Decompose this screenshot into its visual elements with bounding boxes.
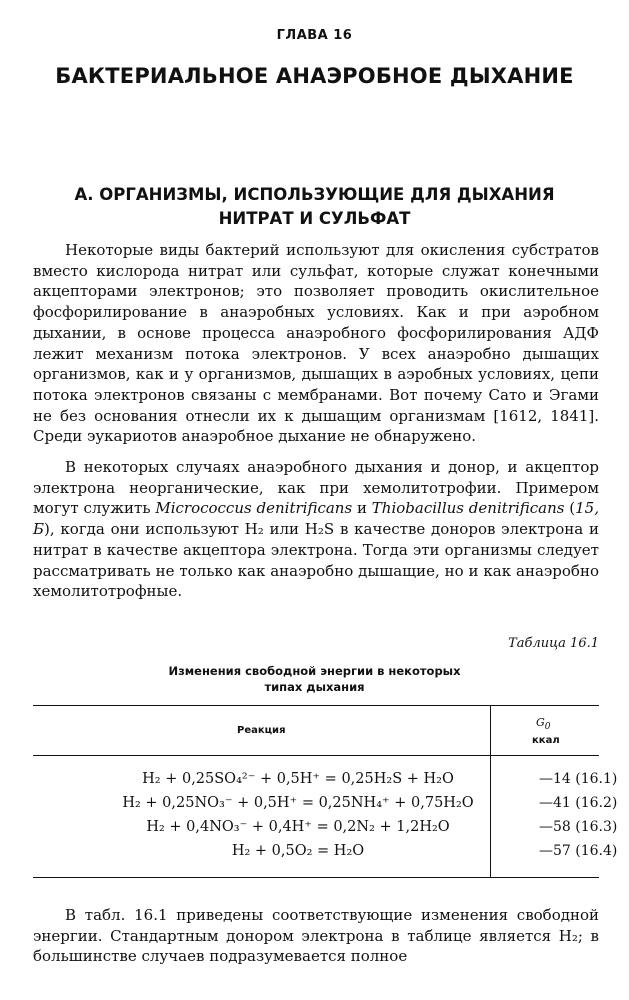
section-title-line1: А. ОРГАНИЗМЫ, ИСПОЛЬЗУЮЩИЕ ДЛЯ ДЫХАНИЯ [74, 185, 555, 204]
section-title [40, 183, 589, 231]
reaction-equation: H₂ + 0,25SO₄²⁻ + 0,5H⁺ = 0,25H₂S + H₂O [142, 771, 454, 787]
reaction-equation: H₂ + 0,5O₂ = H₂O [231, 843, 365, 859]
paragraph-2-part3: ( [564, 499, 576, 518]
table-bottom-rule [33, 877, 599, 878]
paragraph-2-part2: и [352, 499, 372, 518]
reference-15b: 15, Б [33, 499, 599, 539]
table-row [33, 768, 618, 790]
table-header-rule [33, 755, 599, 756]
paragraph-1 [33, 240, 599, 447]
chapter-label: ГЛАВА 16 [276, 28, 353, 43]
energy-value: —58 (16.3) [539, 819, 618, 835]
paragraph-2-part1: В некоторых случаях анаэробного дыхания и донор, и акцептор электрона неорганические, как при хемолитотрофии. Примером могут служить [33, 458, 599, 518]
energy-symbol: G [536, 716, 545, 729]
paragraph-1-text: Некоторые виды бактерий используют для окисления субстратов вместо кислорода нитрат или сульфат, которые служат конечными акцепторами электронов; это позволяет проводить окислительное фосфорилирование в анаэробных условиях. Как и при аэробном дыхании, в основе процесса анаэробного фосфорилирования АДФ лежит механизм потока электронов. У всех анаэробно дышащих организмов, как и у организмов, дышащих в аэробных условиях, цепи потока электронов связаны с мембранами. Вот почему Сато и Эгами не без основания отнесли их к дышащим организмам [1612, 1841]. Среди эукариотов анаэробное дыхание не обнаружено. [33, 241, 599, 446]
table-title [0, 663, 629, 695]
chapter-title: БАКТЕРИАЛЬНОЕ АНАЭРОБНОЕ ДЫХАНИЕ [55, 64, 574, 88]
paragraph-2-text [33, 457, 599, 602]
energy-value: —57 (16.4) [539, 843, 618, 859]
organism-name-1: Micrococcus denitrificans [155, 499, 353, 518]
reaction-equation: H₂ + 0,25NO₃⁻ + 0,5H⁺ = 0,25NH₄⁺ + 0,75H₂O [122, 795, 474, 811]
column-header-energy-unit: ккал [532, 735, 560, 746]
organism-name-2: Thiobacillus denitrificans [371, 499, 565, 518]
column-header-reaction: Реакция [237, 725, 286, 736]
table-row [33, 816, 618, 838]
energy-subscript: 0 [544, 722, 551, 732]
table-top-rule [33, 705, 599, 706]
paragraph-2 [33, 457, 599, 602]
table-row [33, 792, 618, 814]
table-caption: Таблица 16.1 [508, 636, 599, 651]
table-title-line1: Изменения свободной энергии в некоторых [168, 664, 461, 678]
reaction-equation: H₂ + 0,4NO₃⁻ + 0,4H⁺ = 0,2N₂ + 1,2H₂O [146, 819, 450, 835]
section-title-line2: НИТРАТ И СУЛЬФАТ [218, 209, 411, 228]
paragraph-3-text: В табл. 16.1 приведены соответствующие изменения свободной энергии. Стандартным донором электрона в таблице является H₂; в большинстве случаев подразумевается полное [33, 906, 599, 966]
energy-value: —41 (16.2) [539, 795, 618, 811]
energy-value: —14 (16.1) [539, 771, 618, 787]
paragraph-2-part4: ), когда они используют H₂ или H₂S в качестве доноров электрона и нитрат в качестве акцептора электрона. Тогда эти организмы следует рассматривать не только как анаэробно дышащие, но и как анаэробно хемолитотрофные. [33, 520, 599, 601]
column-header-energy-symbol [536, 716, 551, 732]
table-title-line2: типах дыхания [264, 680, 365, 694]
paragraph-3 [33, 905, 599, 967]
table-row [33, 840, 618, 862]
